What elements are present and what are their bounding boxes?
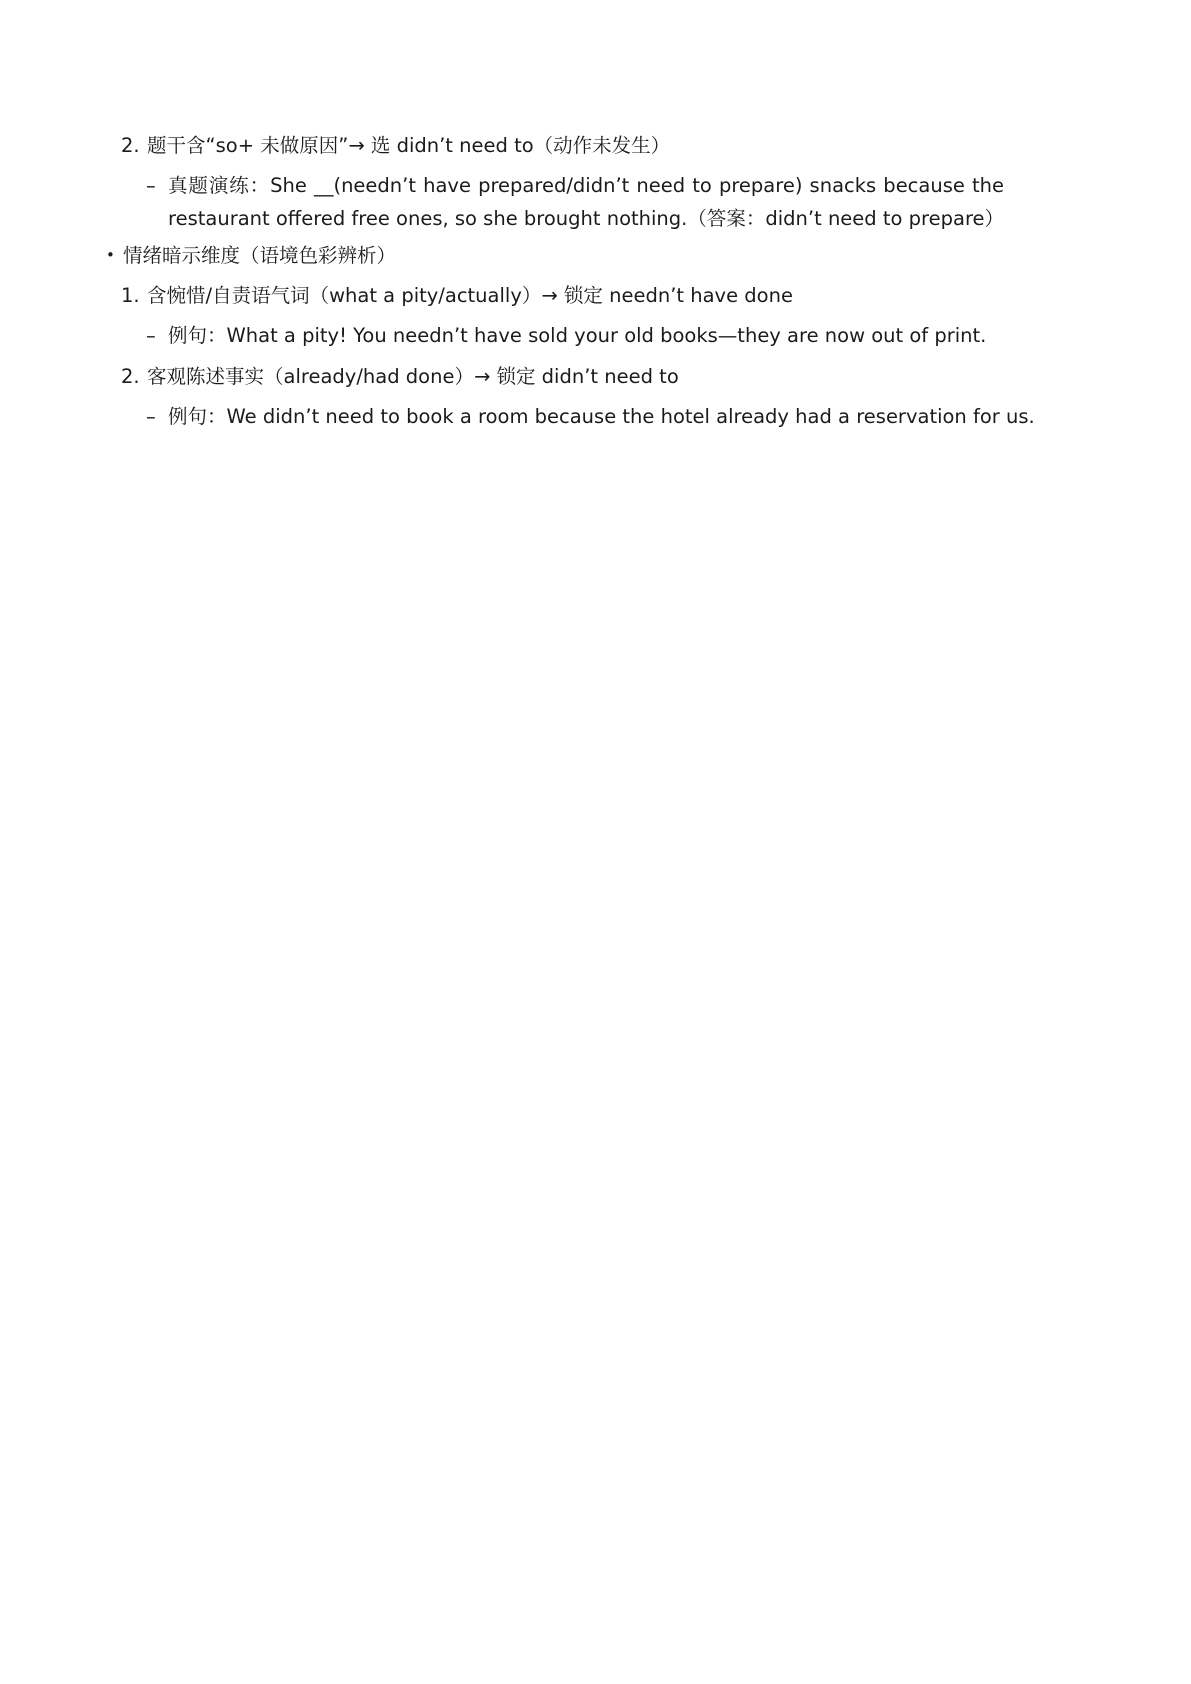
- dash-marker: –: [146, 405, 156, 428]
- item-number: 2.: [121, 365, 140, 388]
- drill-example-prepare: [146, 169, 1005, 235]
- heading-text: 情绪暗示维度（语境色彩辨析）: [123, 244, 397, 267]
- bullet-marker: •: [106, 246, 115, 264]
- numbered-item-regret: [121, 279, 793, 312]
- example-text: 例句：We didn’t need to book a room because the hotel already had a reservation for us.: [168, 405, 1035, 428]
- section-heading-emotion: [106, 239, 397, 272]
- item-number: 1.: [121, 284, 140, 307]
- item-text: 题干含“so+ 未做原因”→ 选 didn’t need to（动作未发生）: [147, 134, 671, 157]
- example-regret: [146, 319, 987, 352]
- numbered-item-objective-fact: [121, 360, 679, 393]
- item-number: 2.: [121, 134, 140, 157]
- example-objective-fact: [146, 400, 1035, 433]
- numbered-item-didnt-need-to-so-reason: [121, 129, 671, 162]
- item-text: 客观陈述事实（already/had done）→ 锁定 didn’t need to: [147, 365, 679, 388]
- dash-marker: –: [146, 324, 156, 347]
- example-text: 例句：What a pity! You needn’t have sold your old books—they are now out of print.: [168, 324, 987, 347]
- dash-marker: –: [146, 174, 156, 197]
- item-text: 含惋惜/自责语气词（what a pity/actually）→ 锁定 needn’t have done: [147, 284, 793, 307]
- drill-text: 真题演练：She __(needn’t have prepared/didn’t need to prepare) snacks because the restaurant offered free ones, so she brought nothing.（答案：didn’t need to prepare）: [168, 174, 1005, 230]
